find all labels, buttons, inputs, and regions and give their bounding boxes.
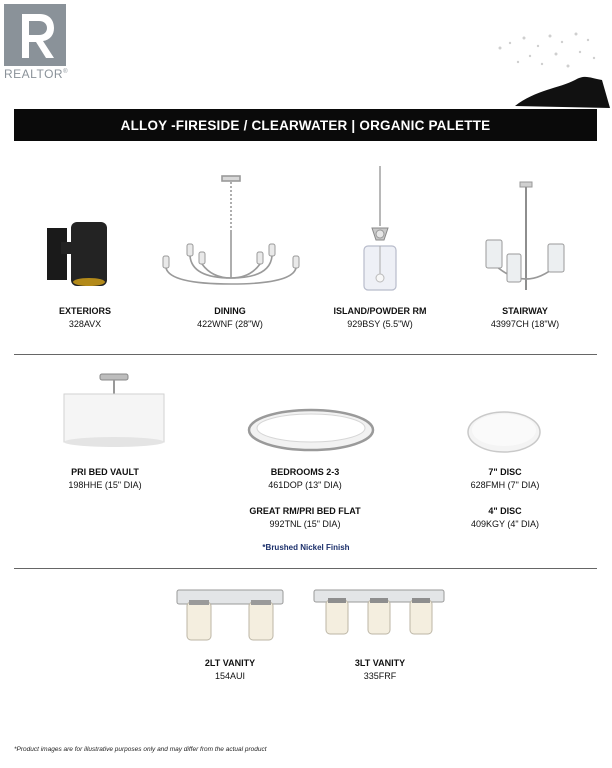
fixture-caption bbox=[445, 466, 565, 492]
section-divider bbox=[14, 354, 597, 355]
realtor-logo bbox=[4, 4, 66, 66]
fixture-name: PRI BED VAULT bbox=[71, 467, 139, 477]
fixture-name: 3LT VANITY bbox=[354, 658, 406, 668]
disclaimer-text: *Product images are for illustrative purposes only and may differ from the actual product bbox=[14, 746, 267, 753]
fixture-name: 4" DISC bbox=[488, 506, 522, 516]
fixture-caption bbox=[40, 466, 170, 492]
fixture-caption bbox=[330, 657, 430, 683]
fixture-caption bbox=[35, 305, 135, 331]
fixture-name: ISLAND/POWDER RM bbox=[333, 306, 427, 316]
fixture-name: DINING bbox=[214, 306, 246, 316]
section-divider bbox=[14, 568, 597, 569]
fixture-code: 43997CH (18"W) bbox=[490, 319, 560, 329]
dining-chandelier-image bbox=[162, 174, 302, 294]
fixture-code: 992TNL (15" DIA) bbox=[269, 519, 341, 529]
fixture-code: 328AVX bbox=[68, 319, 102, 329]
fixture-code: 409KGY (4" DIA) bbox=[470, 519, 540, 529]
fixture-caption bbox=[475, 305, 575, 331]
fixture-name: STAIRWAY bbox=[502, 306, 548, 316]
fixture-code: 461DOP (13" DIA) bbox=[268, 480, 342, 490]
stairway-chandelier-image bbox=[480, 180, 570, 300]
fixture-name: EXTERIORS bbox=[58, 306, 111, 316]
fixture-caption bbox=[320, 305, 440, 331]
fixture-caption bbox=[180, 657, 280, 683]
fixture-caption bbox=[240, 466, 370, 492]
fixture-caption bbox=[180, 305, 280, 331]
exterior-sconce-image bbox=[45, 218, 115, 288]
fixture-code: 154AUI bbox=[214, 671, 246, 681]
realtor-r-mark-icon bbox=[4, 4, 66, 66]
palette-title-banner: ALLOY -FIRESIDE / CLEARWATER | ORGANIC PALETTE bbox=[14, 109, 597, 141]
fixture-code: 929BSY (5.5"W) bbox=[347, 319, 413, 329]
bedroom-flush-mount-image bbox=[246, 406, 376, 456]
decorative-graphic bbox=[490, 28, 610, 108]
vanity-3lt-image bbox=[312, 586, 447, 638]
fixture-caption bbox=[445, 505, 565, 531]
fixture-name: BEDROOMS 2-3 bbox=[270, 467, 340, 477]
fixture-name: 7" DISC bbox=[488, 467, 522, 477]
fixture-code: 335FRF bbox=[363, 671, 397, 681]
realtor-wordmark: REALTOR® bbox=[4, 67, 68, 81]
island-pendant-image bbox=[350, 166, 410, 296]
fixture-code: 628FMH (7" DIA) bbox=[470, 480, 540, 490]
vanity-2lt-image bbox=[175, 586, 285, 646]
fixture-code: 198HHE (15" DIA) bbox=[68, 480, 142, 490]
fixture-name: GREAT RM/PRI BED FLAT bbox=[249, 506, 361, 516]
finish-note: *Brushed Nickel Finish bbox=[262, 543, 350, 552]
disc-light-image bbox=[464, 408, 544, 458]
fixture-code: 422WNF (28"W) bbox=[197, 319, 263, 329]
pri-bed-drum-image bbox=[60, 372, 170, 452]
fixture-name: 2LT VANITY bbox=[204, 658, 256, 668]
fixture-caption bbox=[230, 505, 380, 531]
